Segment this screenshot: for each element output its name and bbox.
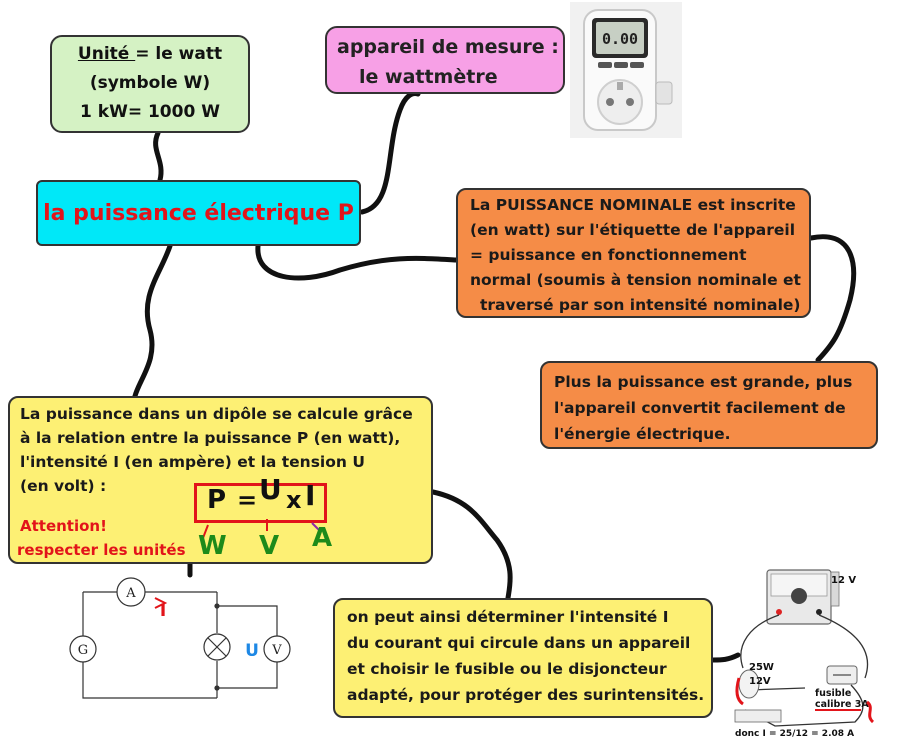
lamp-voltage: 12V bbox=[749, 676, 771, 687]
current-label: I bbox=[159, 601, 167, 621]
fuse-rating: calibre 3A bbox=[815, 699, 869, 710]
attention-label: Attention! bbox=[20, 517, 107, 535]
ammeter-label: A bbox=[126, 586, 136, 601]
courant-line-2: du courant qui circule dans un appareil bbox=[347, 634, 691, 652]
connector-nominal-grande bbox=[811, 237, 854, 360]
unit-line-1 bbox=[52, 40, 248, 69]
formula-times: x bbox=[286, 486, 302, 514]
formula-u: U bbox=[259, 473, 282, 506]
formula-line-1: La puissance dans un dipôle se calcule grâce bbox=[20, 405, 413, 423]
nominal-power-box bbox=[456, 188, 811, 318]
voltage-label: U bbox=[245, 641, 259, 661]
unit-watt: W bbox=[198, 531, 227, 561]
current-calculation: donc I = 25/12 = 2.08 A bbox=[735, 729, 855, 739]
device-line-2: le wattmètre bbox=[359, 66, 498, 88]
formula-p: P bbox=[207, 485, 227, 515]
lamp-power: 25W bbox=[749, 662, 774, 673]
courant-line-4: adapté, pour protéger des surintensités. bbox=[347, 686, 705, 704]
current-box bbox=[333, 598, 713, 718]
supply-voltage: 12 V bbox=[831, 575, 857, 586]
formula-line-4: (en volt) : bbox=[20, 477, 107, 495]
nominal-line-1: La PUISSANCE NOMINALE est inscrite bbox=[470, 196, 796, 214]
connector-formula-courant bbox=[433, 492, 510, 598]
formula-line-2: à la relation entre la puissance P (en watt), bbox=[20, 429, 401, 447]
generator-label: G bbox=[77, 643, 89, 658]
power-title-box bbox=[36, 180, 361, 246]
nominal-line-3: = puissance en fonctionnement bbox=[470, 246, 747, 264]
unit-line-3: 1 kW= 1000 W bbox=[80, 102, 220, 122]
voltmeter-label: V bbox=[272, 643, 282, 658]
formula-equals: = bbox=[237, 486, 258, 514]
nominal-line-4: normal (soumis à tension nominale et bbox=[470, 271, 801, 289]
unit-box bbox=[50, 35, 250, 133]
grande-line-1: Plus la puissance est grande, plus bbox=[554, 373, 853, 391]
connector-power-device bbox=[362, 94, 418, 212]
formula-box bbox=[8, 396, 433, 564]
high-power-box bbox=[540, 361, 878, 449]
unit-value: = le watt bbox=[135, 44, 223, 64]
device-line-1: appareil de mesure : bbox=[337, 36, 559, 58]
wattmeter-image bbox=[570, 2, 682, 138]
formula-i: I bbox=[305, 479, 316, 512]
unit-ampere: A bbox=[312, 523, 333, 553]
courant-line-3: et choisir le fusible ou le disjoncteur bbox=[347, 660, 667, 678]
connector-unit-power bbox=[156, 133, 161, 180]
grande-line-3: l'énergie électrique. bbox=[554, 425, 731, 443]
fuse-label: fusible bbox=[815, 688, 852, 699]
power-title: la puissance électrique P bbox=[43, 200, 354, 226]
unit-line-2: (symbole W) bbox=[89, 73, 211, 93]
fuse-circuit-illustration bbox=[715, 560, 904, 756]
circuit-diagram bbox=[55, 570, 315, 720]
device-box bbox=[325, 26, 565, 94]
connector-power-nominal bbox=[258, 246, 456, 278]
unit-volt: V bbox=[259, 531, 280, 561]
nominal-line-5: traversé par son intensité nominale) bbox=[480, 296, 801, 314]
grande-line-2: l'appareil convertit facilement de bbox=[554, 399, 846, 417]
unit-label: Unité bbox=[77, 44, 136, 64]
wattmeter-display: 0.00 bbox=[601, 30, 639, 48]
formula-line-3: l'intensité I (en ampère) et la tension U bbox=[20, 453, 365, 471]
courant-line-1: on peut ainsi déterminer l'intensité I bbox=[347, 608, 669, 626]
connector-power-formula bbox=[135, 246, 170, 396]
nominal-line-2: (en watt) sur l'étiquette de l'appareil bbox=[470, 221, 796, 239]
units-warning: respecter les unités bbox=[17, 541, 186, 559]
